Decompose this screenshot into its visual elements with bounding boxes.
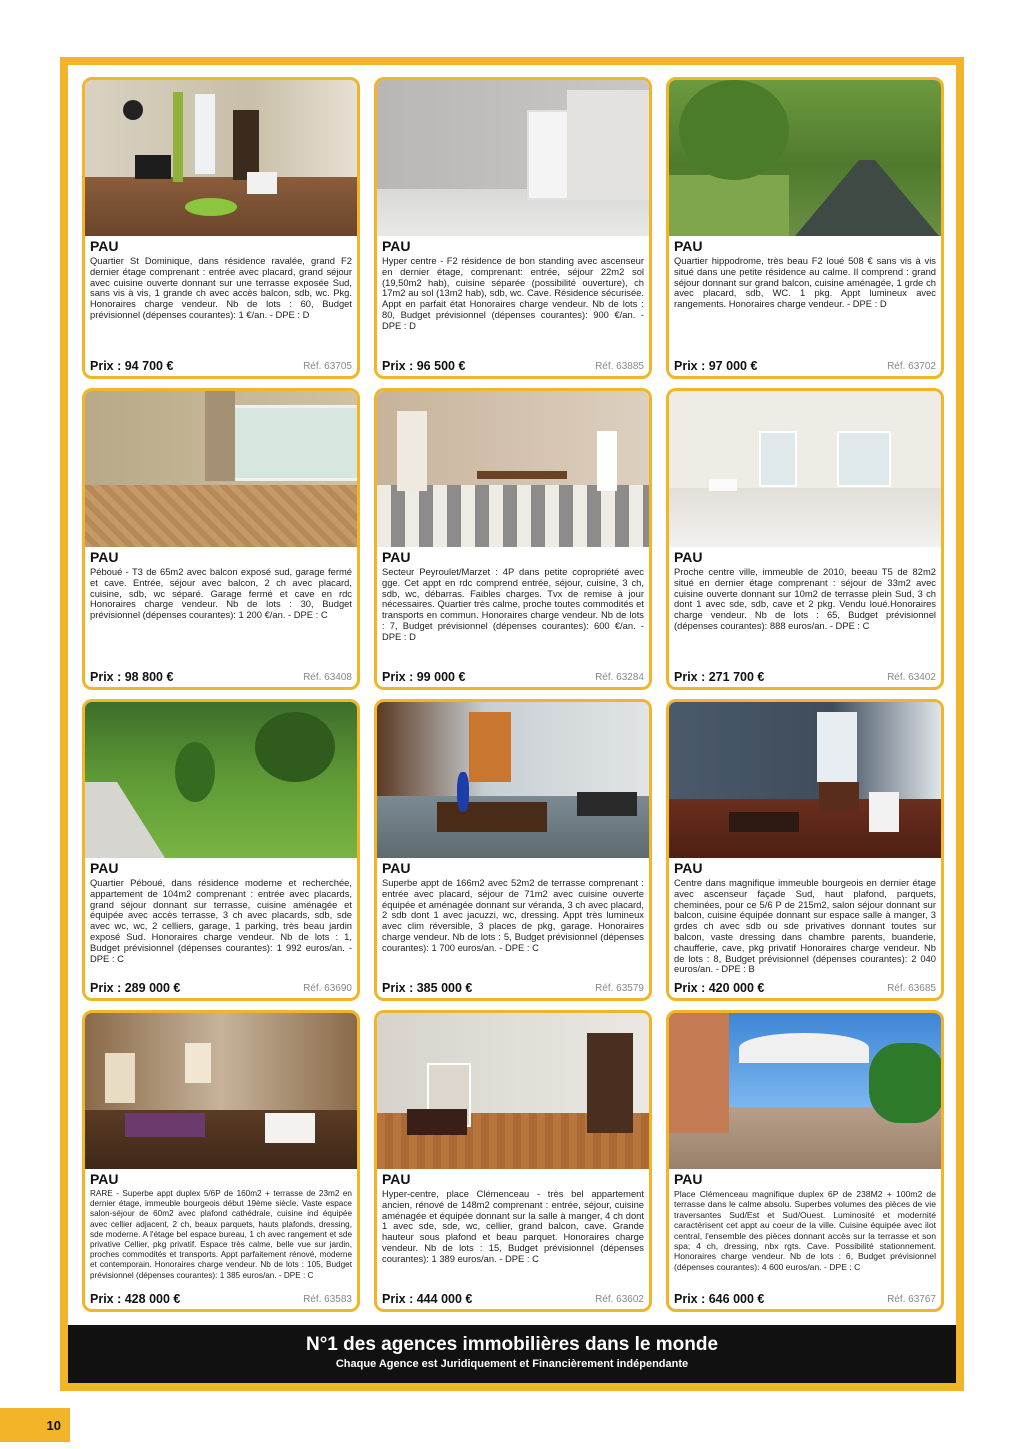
- listing-city: PAU: [90, 1171, 119, 1187]
- listing-city: PAU: [90, 549, 119, 565]
- listing-price: Prix : 98 800 €: [90, 670, 174, 684]
- listing-city: PAU: [674, 238, 703, 254]
- listing-city: PAU: [382, 238, 411, 254]
- listing-description: Centre dans magnifique immeuble bourgeois en dernier étage avec ascenseur façade Sud, haut plafond, parquets, cheminées, pour ce 5/6 P de 215m2, salon séjour donnant sur balcon, cuisine équipée donnant sur espace salle à manger, 3 grdes ch avec sdb ou sde privatives donnant toutes sur balcon, vaste dressing dans chambre parents, buanderie, chaufferie, cave, pkg privatif Honoraires charge vendeur. Nb de lots : 8, Budget prévisionnel (dépenses courantes): 2 040 euros/an. - DPE : B: [674, 878, 936, 975]
- listing-price: Prix : 96 500 €: [382, 359, 466, 373]
- listing-ref: Réf. 63602: [595, 1293, 644, 1305]
- listings-grid: [82, 77, 944, 1312]
- listing-ref: Réf. 63705: [303, 360, 352, 372]
- listing-ref: Réf. 63284: [595, 671, 644, 683]
- listing-ref: Réf. 63685: [887, 982, 936, 994]
- listing-card[interactable]: [666, 77, 944, 379]
- listing-price: Prix : 385 000 €: [382, 981, 473, 995]
- footer-banner: [68, 1325, 956, 1383]
- listing-city: PAU: [674, 549, 703, 565]
- listing-photo: [85, 391, 357, 547]
- listing-photo: [377, 702, 649, 858]
- listing-photo: [669, 702, 941, 858]
- listing-price: Prix : 646 000 €: [674, 1292, 765, 1306]
- listing-city: PAU: [90, 860, 119, 876]
- listing-price: Prix : 428 000 €: [90, 1292, 181, 1306]
- listing-ref: Réf. 63408: [303, 671, 352, 683]
- listing-ref: Réf. 63885: [595, 360, 644, 372]
- listing-city: PAU: [674, 1171, 703, 1187]
- listing-photo: [85, 1013, 357, 1169]
- listing-photo: [669, 80, 941, 236]
- listing-card[interactable]: [666, 1010, 944, 1312]
- listing-card[interactable]: [82, 77, 360, 379]
- listing-ref: Réf. 63702: [887, 360, 936, 372]
- listing-photo: [377, 391, 649, 547]
- listing-description: Superbe appt de 166m2 avec 52m2 de terrasse comprenant : entrée avec placard, séjour de 71m2 avec cuisine ouverte équipée et aménagée donnant sur véranda, 3 ch avec placard, 2 sdb dont 1 avec jacuzzi, wc, dressing. Appt très lumineux avec clim réversible, 3 places de pkg, garage. Honoraires charge vendeur. Nb de lots : 5, Budget prévisionnel (dépenses courantes): 1 700 euros/an. - DPE : C: [382, 878, 644, 953]
- listing-description: Quartier hippodrome, très beau F2 loué 508 € sans vis à vis situé dans une petite résidence au calme. Il comprend : grand séjour donnant sur grand balcon, cuisine aménagée, 1 grde ch avec placard, sdb, WC. 1 pkg. Appt lumineux avec rangements. Honoraires charge vendeur. - DPE : D: [674, 256, 936, 310]
- listing-ref: Réf. 63402: [887, 671, 936, 683]
- listing-description: Quartier Péboué, dans résidence moderne et recherchée, appartement de 104m2 comprenant : entrée avec placards, grand séjour donnant sur terrasse, cuisine aménagée et équipée avec accès terrasse, 3 ch avec placards, sdb, sde avec wc, wc, 2 celliers, garage, 1 parking, très beau jardin exposé Sud. Honoraires charge vendeur. Nb de lots : 1, Budget prévisionnel (dépenses courantes): 1 992 euros/an. - DPE : C: [90, 878, 352, 964]
- listing-description: Quartier St Dominique, dans résidence ravalée, grand F2 dernier étage comprenant : entrée avec placard, grand séjour avec cuisine ouverte donnant sur une terrasse exposée Sud, sans vis à vis, 1 grande ch avec accès balcon, sdb, wc. Pkg. Honoraires charge vendeur. Nb de lots : 60, Budget prévisionnel (dépenses courantes): 1 €/an. - DPE : D: [90, 256, 352, 320]
- listing-photo: [669, 1013, 941, 1169]
- listing-ref: Réf. 63579: [595, 982, 644, 994]
- listing-ref: Réf. 63767: [887, 1293, 936, 1305]
- listing-photo: [669, 391, 941, 547]
- listing-city: PAU: [382, 860, 411, 876]
- listing-photo: [377, 80, 649, 236]
- listing-card[interactable]: [374, 77, 652, 379]
- listing-card[interactable]: [374, 699, 652, 1001]
- listing-description: Place Clémenceau magnifique duplex 6P de 238M2 + 100m2 de terrasse dans le calme absolu. Superbes volumes des pièces de vie traversantes Sud/Est et Sud/Ouest. Luminosité et modernité caractérisent cet appt au coeur de la ville. Cuisine équipée avec ilot central, l'ensemble des pièces donnant accès sur la terrasse et son spa; 4 ch, dressing, nbx rgts. Cave. Possibilité stationnement. Honoraires charge vendeur. Nb de lots : 6, Budget prévisionnel (dépenses courantes): 4 600 euros/an. - DPE : C: [674, 1189, 936, 1272]
- banner-subtitle: Chaque Agence est Juridiquement et Financièrement indépendante: [335, 1358, 689, 1370]
- listing-photo: [85, 702, 357, 858]
- listing-card[interactable]: [82, 699, 360, 1001]
- listing-card[interactable]: [82, 388, 360, 690]
- listing-photo: [85, 80, 357, 236]
- listing-card[interactable]: [374, 1010, 652, 1312]
- listing-city: PAU: [382, 549, 411, 565]
- listing-city: PAU: [382, 1171, 411, 1187]
- listing-price: Prix : 444 000 €: [382, 1292, 473, 1306]
- listing-description: Hyper centre - F2 résidence de bon standing avec ascenseur en dernier étage, comprenant: entrée, séjour 22m2 sol (19,50m2 hab), cuisine séparée (possibilité ouverture), ch 17m2 au sol (13m2 hab), sdb, wc. Cave. Résidence sécurisée. Appt en parfait état Honoraires charge vendeur. Nb de lots : 80, Budget prévisionnel (dépenses courantes): 900 €/an. - DPE : D: [382, 256, 644, 331]
- listing-ref: Réf. 63690: [303, 982, 352, 994]
- listing-price: Prix : 97 000 €: [674, 359, 758, 373]
- listing-price: Prix : 94 700 €: [90, 359, 174, 373]
- listing-price: Prix : 99 000 €: [382, 670, 466, 684]
- listing-ref: Réf. 63583: [303, 1293, 352, 1305]
- listing-price: Prix : 420 000 €: [674, 981, 765, 995]
- listing-description: Péboué - T3 de 65m2 avec balcon exposé sud, garage fermé et cave. Entrée, séjour avec balcon, 2 ch avec placard, cuisine, sdb, wc séparé. Garage fermé et cave en rdc Honoraires charge vendeur. Nb de lots : 30, Budget prévisionnel (dépenses courantes): 1 200 €/an. - DPE : C: [90, 567, 352, 621]
- listing-price: Prix : 289 000 €: [90, 981, 181, 995]
- listing-card[interactable]: [666, 388, 944, 690]
- listing-description: Proche centre ville, immeuble de 2010, beeau T5 de 82m2 situé en dernier étage comprenant : séjour de 33m2 avec cuisine ouverte donnant sur 10m2 de terrasse plein Sud, 3 ch dont 1 avec sde, sdb, cave et 2 pkg. Vendu loué.Honoraires charge vendeur. Nb de lots : 65, Budget prévisionnel (dépenses courantes): 888 euros/an. - DPE : C: [674, 567, 936, 631]
- listing-card[interactable]: [666, 699, 944, 1001]
- listing-city: PAU: [674, 860, 703, 876]
- listing-description: RARE - Superbe appt duplex 5/6P de 160m2 + terrasse de 23m2 en dernier étage, immeuble bourgeois début 19ème siècle. Vaste espace salon-séjour de 60m2 avec plafond cathédrale, cuisine ind équipée avec cellier adjacent, 2 ch, beaux parquets, hauts plafonds, dressing, sde moderne. A l'étage bel espace bureau, 1 ch avec rangement et sde privative Cellier, pkg privatif. Espace très calme, belle vue sur jardin, proches commodités et transports. Appt parfaitement rénové, moderne et contemporain. Honoraires charge vendeur. Nb de lots : 105, Budget prévisionnel (dépenses courantes): 1 385 euros/an. - DPE : C: [90, 1189, 352, 1280]
- banner-title: N°1 des agences immobilières dans le monde: [305, 1334, 719, 1355]
- listing-price: Prix : 271 700 €: [674, 670, 765, 684]
- listing-card[interactable]: [374, 388, 652, 690]
- listing-photo: [377, 1013, 649, 1169]
- page-number: 10: [0, 1408, 70, 1442]
- listing-description: Secteur Peyroulet/Marzet : 4P dans petite copropriété avec gge. Cet appt en rdc comprend entrée, séjour, cuisine, 3 ch, sdb, wc, débarras. Faibles charges. Tvx de remise à jour nécessaires. Quartier très calme, proche toutes commodités et transports en commun. Honoraires charge vendeur. Nb de lots : 7, Budget prévisionnel (dépenses courantes): 600 €/an. - DPE : D: [382, 567, 644, 642]
- listing-card[interactable]: [82, 1010, 360, 1312]
- listing-city: PAU: [90, 238, 119, 254]
- listing-description: Hyper-centre, place Clémenceau - très bel appartement ancien, rénové de 148m2 comprenant : entrée, séjour, cuisine aménagée et équipée donnant sur la salle à manger, 4 ch dont 1 avec sde, sde, wc, cellier, grand balcon, cave. Grande hauteur sous plafond et beau parquet. Honoraires charge vendeur. Nb de lots : 15, Budget prévisionnel (dépenses courantes): 1 389 euros/an. - DPE : C: [382, 1189, 644, 1264]
